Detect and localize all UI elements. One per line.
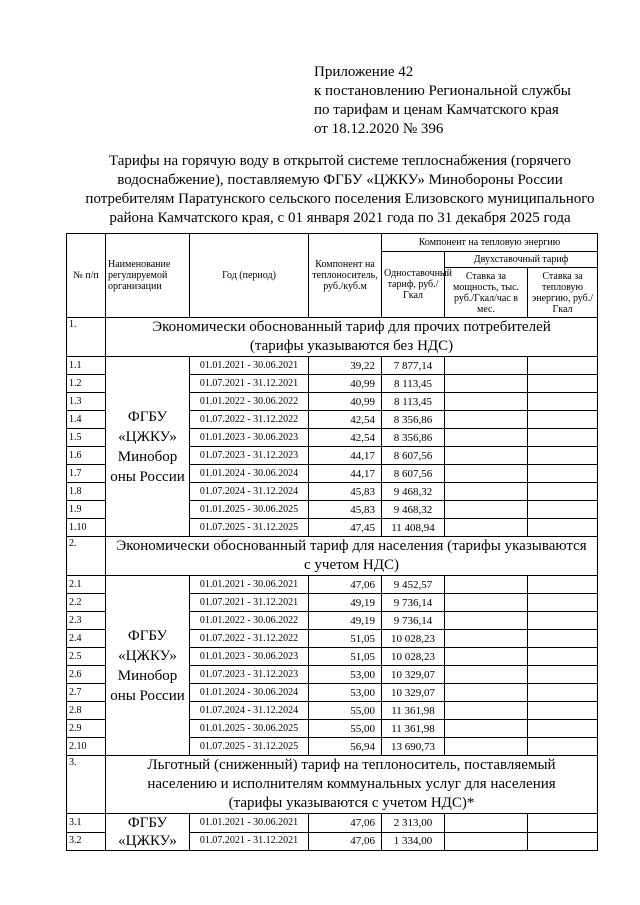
- row-num: 1.6: [67, 447, 106, 465]
- row-num: 3.2: [67, 832, 106, 851]
- row-num: 2.3: [67, 612, 106, 630]
- row-period: 01.07.2025 - 31.12.2025: [190, 738, 309, 756]
- row-period: 01.01.2023 - 30.06.2023: [190, 429, 309, 447]
- section-num: 3.: [67, 756, 106, 814]
- row-carrier-value: 44,17: [309, 447, 382, 465]
- row-carrier-value: 47,45: [309, 519, 382, 537]
- row-single-rate: 8 607,56: [382, 465, 445, 483]
- row-num: 1.2: [67, 375, 106, 393]
- section-title-line: Экономически обоснованный тариф для населения (тарифы указываются: [116, 538, 587, 554]
- org-name-line: ФГБУ: [127, 408, 168, 425]
- tariff-table: [66, 233, 598, 851]
- row-energy-rate: [528, 429, 598, 447]
- row-num: 2.10: [67, 738, 106, 756]
- header-period: Год (период): [190, 234, 309, 318]
- table-row: [67, 576, 598, 594]
- row-period: 01.01.2022 - 30.06.2022: [190, 393, 309, 411]
- row-period: 01.01.2023 - 30.06.2023: [190, 648, 309, 666]
- section-title: [106, 537, 598, 576]
- section-title: [106, 318, 598, 357]
- org-name-line: оны России: [110, 687, 185, 704]
- row-period: 01.01.2024 - 30.06.2024: [190, 684, 309, 702]
- row-carrier-value: 53,00: [309, 666, 382, 684]
- row-energy-rate: [528, 411, 598, 429]
- row-capacity-rate: [445, 630, 528, 648]
- row-energy-rate: [528, 357, 598, 375]
- row-period: 01.07.2021 - 31.12.2021: [190, 594, 309, 612]
- row-period: 01.07.2024 - 31.12.2024: [190, 702, 309, 720]
- row-single-rate: 8 607,56: [382, 447, 445, 465]
- row-carrier-value: 49,19: [309, 612, 382, 630]
- row-carrier-value: 56,94: [309, 738, 382, 756]
- row-single-rate: 8 113,45: [382, 375, 445, 393]
- section-title-line: (тарифы указываются без НДС): [249, 338, 454, 354]
- appendix-line: по тарифам и ценам Камчатского края: [314, 102, 559, 118]
- row-capacity-rate: [445, 411, 528, 429]
- row-capacity-rate: [445, 814, 528, 833]
- row-period: 01.01.2025 - 30.06.2025: [190, 501, 309, 519]
- row-single-rate: 1 334,00: [382, 832, 445, 851]
- row-capacity-rate: [445, 429, 528, 447]
- row-energy-rate: [528, 630, 598, 648]
- table-row: [67, 814, 598, 833]
- row-single-rate: 9 736,14: [382, 594, 445, 612]
- row-carrier-value: 44,17: [309, 465, 382, 483]
- row-num: 1.1: [67, 357, 106, 375]
- row-energy-rate: [528, 720, 598, 738]
- row-energy-rate: [528, 612, 598, 630]
- row-carrier-value: 45,83: [309, 483, 382, 501]
- row-single-rate: 10 329,07: [382, 684, 445, 702]
- org-name: [106, 814, 190, 851]
- section-title: [106, 756, 598, 814]
- row-carrier-value: 42,54: [309, 411, 382, 429]
- row-single-rate: 8 113,45: [382, 393, 445, 411]
- row-single-rate: 11 361,98: [382, 702, 445, 720]
- row-energy-rate: [528, 465, 598, 483]
- row-num: 2.6: [67, 666, 106, 684]
- section-title-line: с учетом НДС): [304, 557, 399, 573]
- row-single-rate: 2 313,00: [382, 814, 445, 833]
- row-carrier-value: 47,06: [309, 814, 382, 833]
- row-period: 01.01.2024 - 30.06.2024: [190, 465, 309, 483]
- section-row: [67, 756, 598, 814]
- row-energy-rate: [528, 447, 598, 465]
- row-num: 2.2: [67, 594, 106, 612]
- org-name-line: ФГБУ: [127, 815, 168, 831]
- table-row: [67, 357, 598, 375]
- header-num: № п/п: [67, 234, 106, 318]
- row-period: 01.01.2022 - 30.06.2022: [190, 612, 309, 630]
- row-single-rate: 8 356,86: [382, 411, 445, 429]
- row-capacity-rate: [445, 375, 528, 393]
- header-two-part: Двухставочный тариф: [445, 252, 598, 268]
- row-period: 01.01.2021 - 30.06.2021: [190, 357, 309, 375]
- row-period: 01.07.2022 - 31.12.2022: [190, 630, 309, 648]
- row-capacity-rate: [445, 702, 528, 720]
- header-carrier: Компонент на теплоноситель, руб./куб.м: [309, 234, 382, 318]
- header-energy: Компонент на тепловую энергию: [382, 234, 598, 252]
- row-carrier-value: 39,22: [309, 357, 382, 375]
- row-num: 1.10: [67, 519, 106, 537]
- appendix-line: Приложение 42: [314, 64, 414, 80]
- section-row: [67, 318, 598, 357]
- row-period: 01.07.2023 - 31.12.2023: [190, 447, 309, 465]
- row-num: 3.1: [67, 814, 106, 833]
- row-carrier-value: 40,99: [309, 393, 382, 411]
- row-carrier-value: 45,83: [309, 501, 382, 519]
- row-num: 2.8: [67, 702, 106, 720]
- org-name-line: «ЦЖКУ»: [118, 647, 177, 664]
- appendix-line: от 18.12.2020 № 396: [314, 121, 444, 137]
- title-line: района Камчатского края, с 01 января 2021 года по 31 декабря 2025 года: [109, 210, 571, 226]
- row-energy-rate: [528, 814, 598, 833]
- row-single-rate: 8 356,86: [382, 429, 445, 447]
- row-capacity-rate: [445, 594, 528, 612]
- org-name-line: ФГБУ: [127, 627, 168, 644]
- row-energy-rate: [528, 702, 598, 720]
- row-energy-rate: [528, 648, 598, 666]
- row-num: 2.5: [67, 648, 106, 666]
- row-single-rate: 11 408,94: [382, 519, 445, 537]
- row-period: 01.07.2024 - 31.12.2024: [190, 483, 309, 501]
- row-single-rate: 9 468,32: [382, 501, 445, 519]
- row-carrier-value: 55,00: [309, 702, 382, 720]
- row-capacity-rate: [445, 483, 528, 501]
- row-energy-rate: [528, 483, 598, 501]
- row-capacity-rate: [445, 738, 528, 756]
- row-capacity-rate: [445, 666, 528, 684]
- org-name-line: Минобор: [117, 667, 178, 684]
- row-energy-rate: [528, 576, 598, 594]
- org-name: [106, 576, 190, 756]
- row-capacity-rate: [445, 720, 528, 738]
- row-energy-rate: [528, 684, 598, 702]
- row-single-rate: 9 468,32: [382, 483, 445, 501]
- section-title-line: населению и исполнителям коммунальных услуг для населения: [147, 776, 556, 792]
- row-energy-rate: [528, 594, 598, 612]
- row-capacity-rate: [445, 684, 528, 702]
- row-period: 01.07.2021 - 31.12.2021: [190, 832, 309, 851]
- section-title-line: Экономически обоснованный тариф для прочих потребителей: [152, 319, 551, 335]
- row-capacity-rate: [445, 612, 528, 630]
- row-period: 01.07.2023 - 31.12.2023: [190, 666, 309, 684]
- org-name: [106, 357, 190, 537]
- row-capacity-rate: [445, 576, 528, 594]
- org-name-line: Минобор: [117, 448, 178, 465]
- section-title-line: (тарифы указываются с учетом НДС)*: [228, 795, 475, 811]
- row-single-rate: 10 028,23: [382, 630, 445, 648]
- row-num: 1.9: [67, 501, 106, 519]
- row-single-rate: 9 452,57: [382, 576, 445, 594]
- row-num: 1.4: [67, 411, 106, 429]
- row-energy-rate: [528, 738, 598, 756]
- row-capacity-rate: [445, 393, 528, 411]
- row-carrier-value: 47,06: [309, 832, 382, 851]
- header-org: Наименование регулируемой организации: [106, 234, 190, 318]
- row-num: 1.5: [67, 429, 106, 447]
- row-carrier-value: 55,00: [309, 720, 382, 738]
- row-num: 1.3: [67, 393, 106, 411]
- document-title: [70, 152, 610, 228]
- section-num: 2.: [67, 537, 106, 576]
- row-num: 2.1: [67, 576, 106, 594]
- title-line: водоснабжение), поставляемую ФГБУ «ЦЖКУ» Минобороны России: [117, 172, 563, 188]
- row-carrier-value: 40,99: [309, 375, 382, 393]
- row-energy-rate: [528, 832, 598, 851]
- row-num: 2.9: [67, 720, 106, 738]
- row-capacity-rate: [445, 357, 528, 375]
- row-energy-rate: [528, 666, 598, 684]
- header-capacity: Ставка за мощность, тыс. руб./Гкал/час в мес.: [445, 268, 528, 318]
- row-period: 01.01.2025 - 30.06.2025: [190, 720, 309, 738]
- row-num: 1.8: [67, 483, 106, 501]
- header-energy-rate: Ставка за тепловую энергию, руб./Гкал: [528, 268, 598, 318]
- row-carrier-value: 49,19: [309, 594, 382, 612]
- row-capacity-rate: [445, 648, 528, 666]
- title-line: Тарифы на горячую воду в открытой системе теплоснабжения (горячего: [108, 153, 572, 169]
- appendix-block: [314, 63, 571, 139]
- row-carrier-value: 51,05: [309, 648, 382, 666]
- org-name-line: «ЦЖКУ»: [118, 833, 177, 849]
- section-row: [67, 537, 598, 576]
- row-energy-rate: [528, 501, 598, 519]
- section-num: 1.: [67, 318, 106, 357]
- row-energy-rate: [528, 393, 598, 411]
- row-carrier-value: 42,54: [309, 429, 382, 447]
- row-period: 01.01.2021 - 30.06.2021: [190, 576, 309, 594]
- row-num: 2.7: [67, 684, 106, 702]
- title-line: потребителям Паратунского сельского поселения Елизовского муниципального: [85, 191, 595, 207]
- row-energy-rate: [528, 519, 598, 537]
- row-period: 01.07.2022 - 31.12.2022: [190, 411, 309, 429]
- row-single-rate: 11 361,98: [382, 720, 445, 738]
- appendix-line: к постановлению Региональной службы: [314, 83, 571, 99]
- row-carrier-value: 53,00: [309, 684, 382, 702]
- row-single-rate: 13 690,73: [382, 738, 445, 756]
- row-carrier-value: 51,05: [309, 630, 382, 648]
- row-single-rate: 10 329,07: [382, 666, 445, 684]
- org-name-line: «ЦЖКУ»: [118, 428, 177, 445]
- row-period: 01.07.2025 - 31.12.2025: [190, 519, 309, 537]
- row-capacity-rate: [445, 465, 528, 483]
- row-num: 1.7: [67, 465, 106, 483]
- row-single-rate: 7 877,14: [382, 357, 445, 375]
- row-capacity-rate: [445, 832, 528, 851]
- row-capacity-rate: [445, 519, 528, 537]
- row-single-rate: 10 028,23: [382, 648, 445, 666]
- row-period: 01.01.2021 - 30.06.2021: [190, 814, 309, 833]
- row-carrier-value: 47,06: [309, 576, 382, 594]
- row-energy-rate: [528, 375, 598, 393]
- row-single-rate: 9 736,14: [382, 612, 445, 630]
- section-title-line: Льготный (сниженный) тариф на теплоноситель, поставляемый: [147, 757, 556, 773]
- row-capacity-rate: [445, 501, 528, 519]
- row-num: 2.4: [67, 630, 106, 648]
- header-single: Одноставочный тариф, руб./Гкал: [382, 252, 445, 318]
- row-period: 01.07.2021 - 31.12.2021: [190, 375, 309, 393]
- row-capacity-rate: [445, 447, 528, 465]
- org-name-line: оны России: [110, 468, 185, 485]
